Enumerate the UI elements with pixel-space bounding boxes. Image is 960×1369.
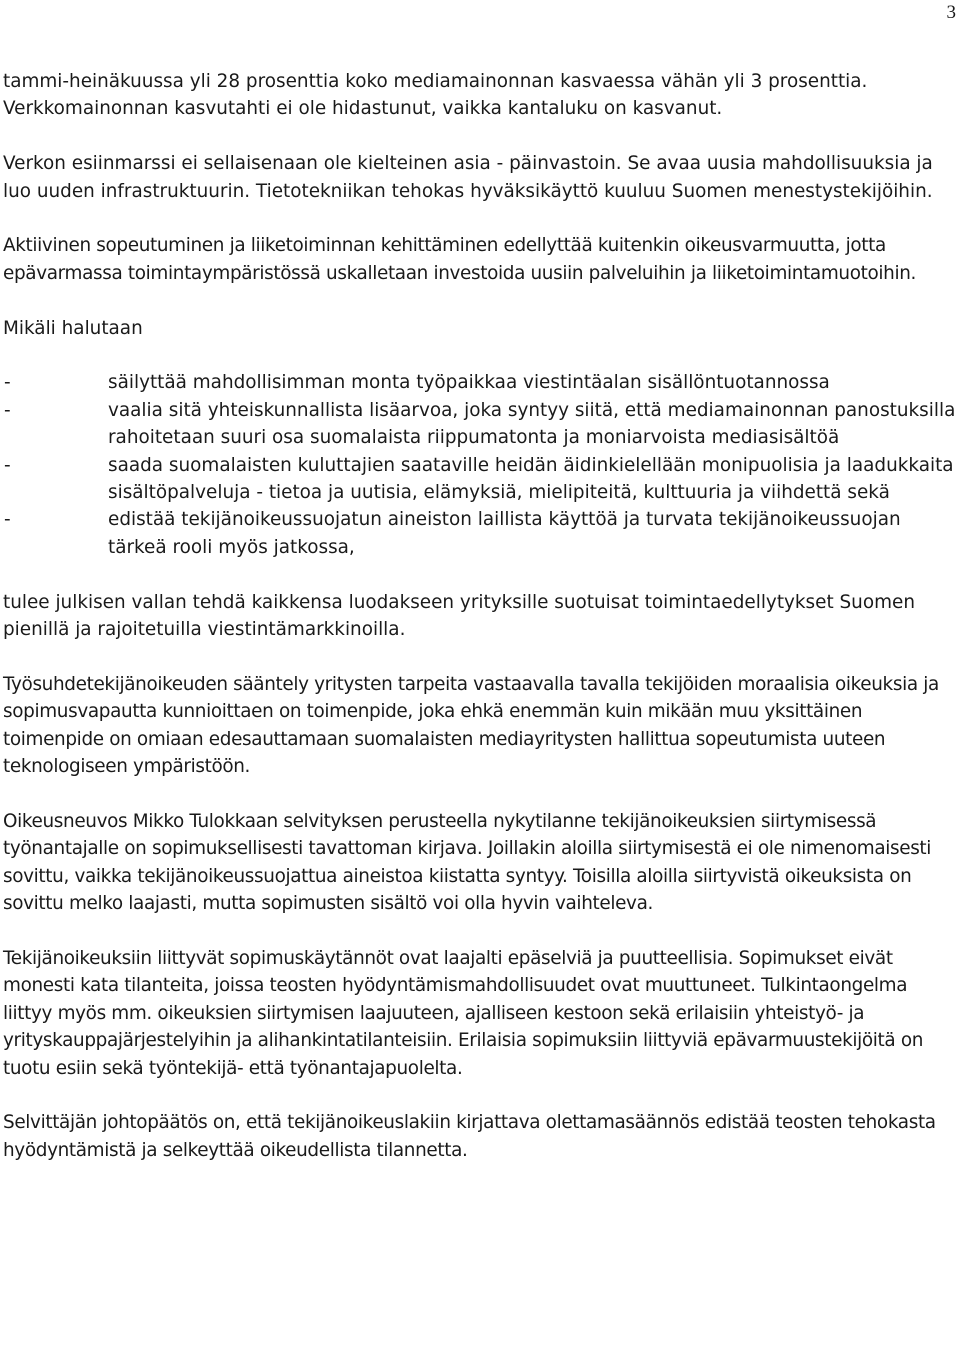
page-number: 3 bbox=[946, 2, 956, 23]
list-item bbox=[3, 397, 958, 452]
list-marker: - bbox=[4, 372, 11, 394]
paragraph-1: tammi-heinäkuussa yli 28 prosenttia koko mediamainonnan kasvaessa vähän yli 3 prosenttia. Verkkomainonnan kasvutahti ei ole hidastunut, vaikka kantaluku on kasvanut. bbox=[3, 71, 868, 120]
paragraph-8: Tekijänoikeuksiin liittyvät sopimuskäytännöt ovat laajalti epäselviä ja puutteellisia. Sopimukset eivät monesti kata tilanteita, joissa teosten hyödyntämismahdollisuudet ovat muuttuneet. Tulkintaongelma liittyy myös mm. oikeuksien siirtymisen laajuuteen, ajalliseen kestoon sekä erilaisiin yhteistyö- ja yrityskauppajärjestelyihin ja alihankintatilanteisiin. Erilaisia sopimuksiin liittyviä epävarmuustekijöitä on tuotu esiin sekä työntekijä- että työnantajapuolelta. bbox=[3, 947, 924, 1079]
list-item-text: vaalia sitä yhteiskunnallista lisäarvoa, joka syntyy siitä, että mediamainonnan panostuksilla rahoitetaan suuri osa suomalaista riippumatonta ja moniarvoista mediasisältöä bbox=[108, 399, 956, 449]
list-item bbox=[3, 369, 958, 396]
list-item-text: säilyttää mahdollisimman monta työpaikkaa viestintäalan sisällöntuotannossa bbox=[108, 372, 830, 394]
list-item bbox=[3, 452, 958, 507]
paragraph-4: Mikäli halutaan bbox=[3, 317, 143, 339]
paragraph-5: tulee julkisen vallan tehdä kaikkensa luodakseen yrityksille suotuisat toimintaedellytykset Suomen pienillä ja rajoitetuilla viestintämarkkinoilla. bbox=[3, 591, 915, 641]
list-item-text: saada suomalaisten kuluttajien saataville heidän äidinkielellään monipuolisia ja laadukkaita sisältöpalveluja - tietoa ja uutisia, elämyksiä, mielipiteitä, kulttuuria ja viihdettä sekä bbox=[108, 454, 954, 504]
paragraph-9: Selvittäjän johtopäätös on, että tekijänoikeuslakiin kirjattava olettamasäännös edistää teosten tehokasta hyödyntämistä ja selkeyttää oikeudellista tilannetta. bbox=[3, 1112, 936, 1161]
paragraph-3: Aktiivinen sopeutuminen ja liiketoiminnan kehittäminen edellyttää kuitenkin oikeusvarmuutta, jotta epävarmassa toimintaympäristössä uskalletaan investoida uusiin palveluihin ja liiketoimintamuotoihin. bbox=[3, 235, 917, 284]
paragraph-6: Työsuhdetekijänoikeuden sääntely yritysten tarpeita vastaavalla tavalla tekijöiden moraalisia oikeuksia ja sopimusvapautta kunnioittaen on toimenpide, joka ehkä enemmän kuin mikään muu yksittäinen toimenpide on omiaan edesauttamaan suomalaisten mediayritysten hallittua sopeutumista uuteen teknologiseen ympäristöön. bbox=[3, 673, 939, 778]
list-item bbox=[3, 506, 958, 561]
bullet-list bbox=[3, 369, 958, 561]
paragraph-7: Oikeusneuvos Mikko Tulokkaan selvityksen perusteella nykytilanne tekijänoikeuksien siirtymisessä työnantajalle on sopimuksellisesti tavattoman kirjava. Joillakin aloilla siirtymisestä ei ole nimenomaisesti sovittu, vaikka tekijänoikeussuojattua aineistoa kiistatta syntyy. Toisilla aloilla siirtyvistä oikeuksista on sovittu melko laajasti, mutta sopimusten sisältö voi olla hyvin vaihteleva. bbox=[3, 810, 932, 915]
list-marker: - bbox=[4, 454, 11, 476]
document-body bbox=[3, 68, 958, 1192]
list-marker: - bbox=[4, 399, 11, 421]
list-item-text: edistää tekijänoikeussuojatun aineiston laillista käyttöä ja turvata tekijänoikeussuojan tärkeä rooli myös jatkossa, bbox=[108, 509, 901, 558]
paragraph-2: Verkon esiinmarssi ei sellaisenaan ole kielteinen asia - päinvastoin. Se avaa uusia mahdollisuuksia ja luo uuden infrastruktuurin. Tietotekniikan tehokas hyväksikäyttö kuuluu Suomen menestystekijöihin. bbox=[3, 153, 933, 202]
list-marker: - bbox=[4, 509, 11, 531]
